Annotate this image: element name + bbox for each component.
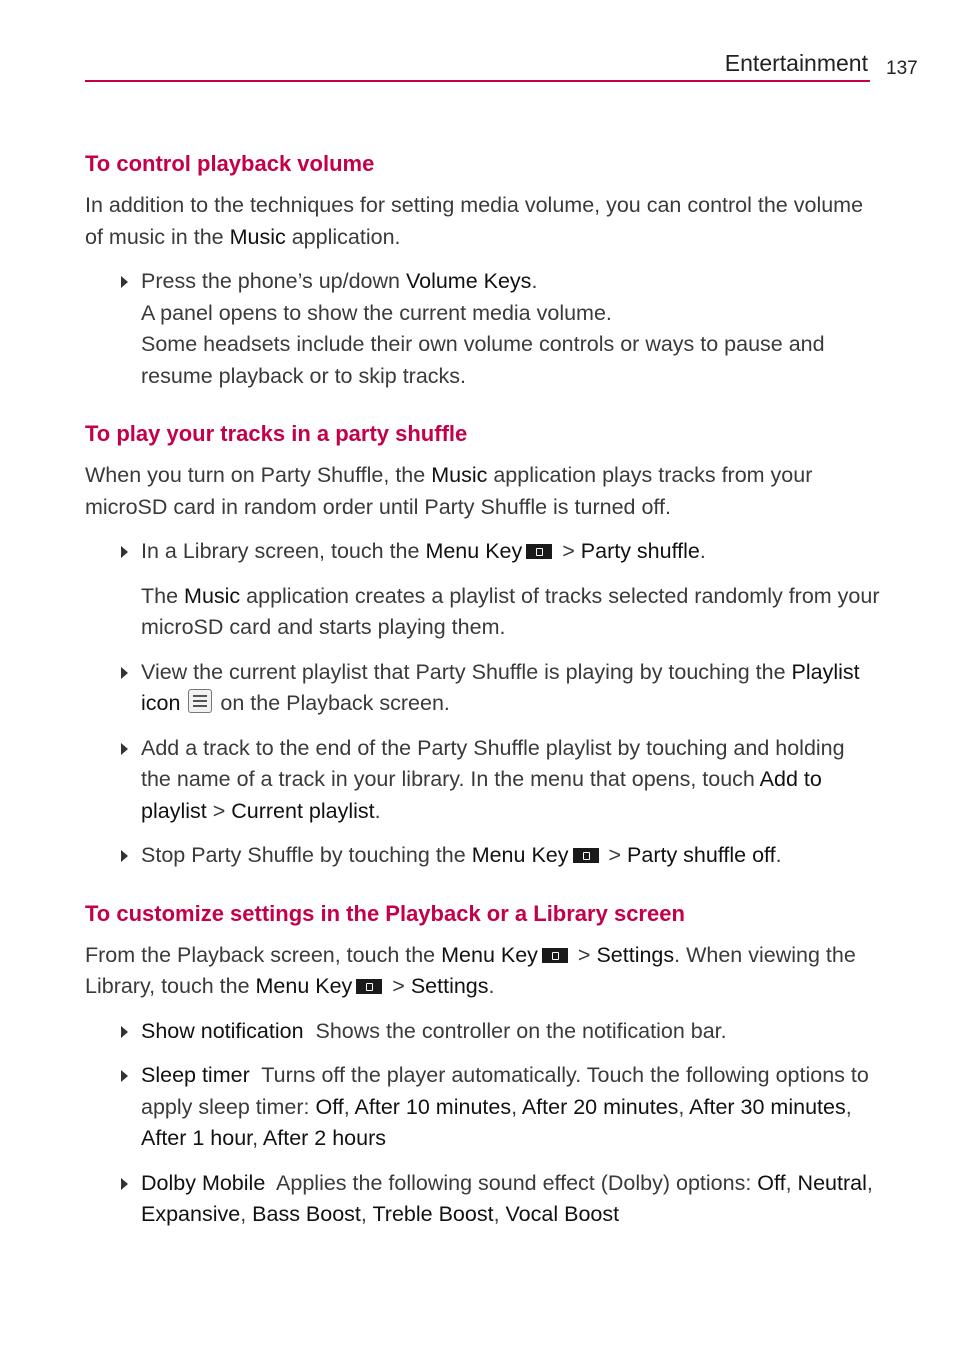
bullet-arrow-icon — [121, 1178, 128, 1190]
menu-key-icon — [526, 544, 552, 559]
playlist-icon — [188, 689, 212, 713]
bullet-arrow-icon — [121, 850, 128, 862]
section-heading-playback-volume: To control playback volume — [85, 151, 375, 176]
bullet-arrow-icon — [121, 276, 128, 288]
list-item: Show notification Shows the controller on the notification bar. — [85, 1016, 880, 1048]
running-header: Entertainment — [724, 50, 868, 76]
list-item: Add a track to the end of the Party Shuffle playlist by touching and holding the name of a track in your library. In the menu that opens, touch Add to playlist > Current playlist. — [85, 733, 880, 828]
paragraph: From the Playback screen, touch the Menu Key > Settings. When viewing the Library, touch the Menu Key > Settings. — [85, 942, 856, 998]
list-item: Sleep timer Turns off the player automatically. Touch the following options to apply sleep timer: Off, After 10 minutes, After 20 minutes, After 30 minutes, After 1 hour, After 2 hours — [85, 1060, 880, 1155]
list-item: Press the phone’s up/down Volume Keys. A panel opens to show the current media volume. Some headsets include their own volume controls or ways to pause and resume playback or to skip tracks. — [85, 266, 880, 392]
list-item: Stop Party Shuffle by touching the Menu Key > Party shuffle off. — [85, 840, 880, 872]
menu-key-icon — [542, 948, 568, 963]
paragraph: In addition to the techniques for setting media volume, you can control the volume of music in the Music application. — [85, 193, 864, 249]
section-heading-party-shuffle: To play your tracks in a party shuffle — [85, 421, 468, 446]
page-content — [85, 148, 880, 1231]
bullet-arrow-icon — [121, 743, 128, 755]
page-number: 137 — [886, 58, 918, 79]
bullet-arrow-icon — [121, 546, 128, 558]
list-item: In a Library screen, touch the Menu Key > Party shuffle. The Music application creates a playlist of tracks selected randomly from your microSD card and starts playing them. — [85, 536, 880, 644]
list-item: View the current playlist that Party Shuffle is playing by touching the Playlist icon on the Playback screen. — [85, 657, 880, 720]
bullet-arrow-icon — [121, 1070, 128, 1082]
list-item: Dolby Mobile Applies the following sound effect (Dolby) options: Off, Neutral, Expansive, Bass Boost, Treble Boost, Vocal Boost — [85, 1168, 880, 1231]
menu-key-icon — [356, 979, 382, 994]
bullet-arrow-icon — [121, 1026, 128, 1038]
header-rule — [85, 80, 870, 82]
bullet-arrow-icon — [121, 667, 128, 679]
section-heading-customize-settings: To customize settings in the Playback or a Library screen — [85, 900, 685, 926]
paragraph: When you turn on Party Shuffle, the Music application plays tracks from your microSD card in random order until Party Shuffle is turned off. — [85, 463, 813, 519]
menu-key-icon — [573, 848, 599, 863]
